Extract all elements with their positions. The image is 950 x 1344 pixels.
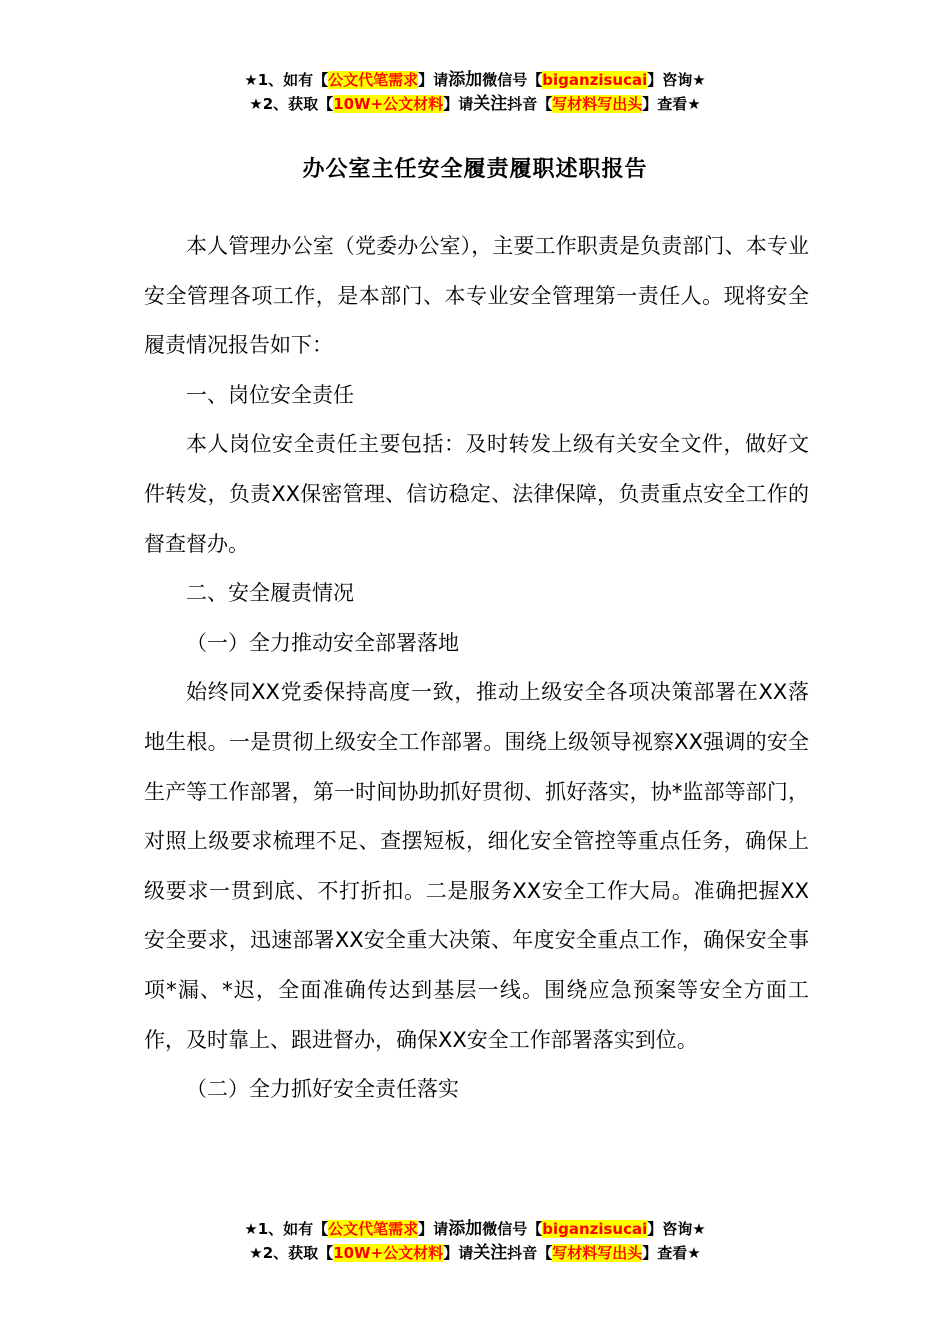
banner-highlight: biganzisucai: [542, 1220, 648, 1238]
banner-emphasis: 添加: [448, 1219, 483, 1239]
banner-emphasis: 添加: [448, 70, 483, 90]
banner-text: ★2、获取【: [249, 1244, 334, 1262]
body-paragraph: 本人管理办公室（党委办公室），主要工作职责是负责部门、本专业安全管理各项工作，是本部门、本专业安全管理第一责任人。现将安全履责情况报告如下：: [144, 234, 809, 358]
banner-highlight: 公文代笔需求: [328, 1220, 419, 1238]
banner-highlight: 10W+公文材料: [333, 1244, 444, 1262]
body-paragraph: 始终同XX党委保持高度一致，推动上级安全各项决策部署在XX落地生根。一是贯彻上级安全工作部署。围绕上级领导视察XX强调的安全生产等工作部署，第一时间协助抓好贯彻、抓好落实，协*监部等部门，对照上级要求梳理不足、查摆短板，细化安全管控等重点任务，确保上级要求一贯到底、不打折扣。二是服务XX安全工作大局。准确把握XX安全要求，迅速部署XX安全重大决策、年度安全重点工作，确保安全事项*漏、*迟，全面准确传达到基层一线。围绕应急预案等安全方面工作，及时靠上、跟进督办，确保XX安全工作部署落实到位。: [144, 680, 809, 1052]
banner-highlight: 写材料写出头: [552, 95, 643, 113]
banner-text: 】咨询★: [647, 71, 706, 89]
banner-text: 抖音【: [507, 1244, 553, 1262]
document-body: [144, 222, 809, 1115]
banner-text: 】咨询★: [647, 1220, 706, 1238]
subsection-heading: （一）全力推动安全部署落地: [186, 630, 459, 655]
subsection-heading: （二）全力抓好安全责任落实: [186, 1077, 459, 1102]
footer-banner-line-1: [0, 1217, 950, 1241]
banner-text: 】请: [418, 1220, 449, 1238]
header-banner-line-2: [0, 92, 950, 116]
body-paragraph: 本人岗位安全责任主要包括：及时转发上级有关安全文件，做好文件转发，负责XX保密管理、信访稳定、法律保障，负责重点安全工作的督查督办。: [144, 432, 809, 556]
banner-text: ★1、如有【: [244, 1220, 329, 1238]
footer-banner: [0, 1217, 950, 1265]
banner-text: 】查看★: [642, 1244, 701, 1262]
section-heading: 一、岗位安全责任: [186, 382, 354, 407]
banner-emphasis: 关注: [473, 1243, 508, 1263]
banner-emphasis: 关注: [473, 94, 508, 114]
banner-text: 微信号【: [482, 1220, 543, 1238]
header-banner: [0, 68, 950, 116]
banner-highlight: 写材料写出头: [552, 1244, 643, 1262]
section-heading: 二、安全履责情况: [186, 581, 354, 606]
banner-text: ★1、如有【: [244, 71, 329, 89]
banner-highlight: 10W+公文材料: [333, 95, 444, 113]
banner-text: ★2、获取【: [249, 95, 334, 113]
header-banner-line-1: [0, 68, 950, 92]
banner-text: 】查看★: [642, 95, 701, 113]
document-title: 办公室主任安全履责履职述职报告: [302, 157, 648, 182]
banner-highlight: 公文代笔需求: [328, 71, 419, 89]
footer-banner-line-2: [0, 1241, 950, 1265]
banner-text: 】请: [443, 1244, 474, 1262]
banner-text: 】请: [418, 71, 449, 89]
banner-text: 抖音【: [507, 95, 553, 113]
banner-text: 】请: [443, 95, 474, 113]
banner-text: 微信号【: [482, 71, 543, 89]
banner-highlight: biganzisucai: [542, 71, 648, 89]
